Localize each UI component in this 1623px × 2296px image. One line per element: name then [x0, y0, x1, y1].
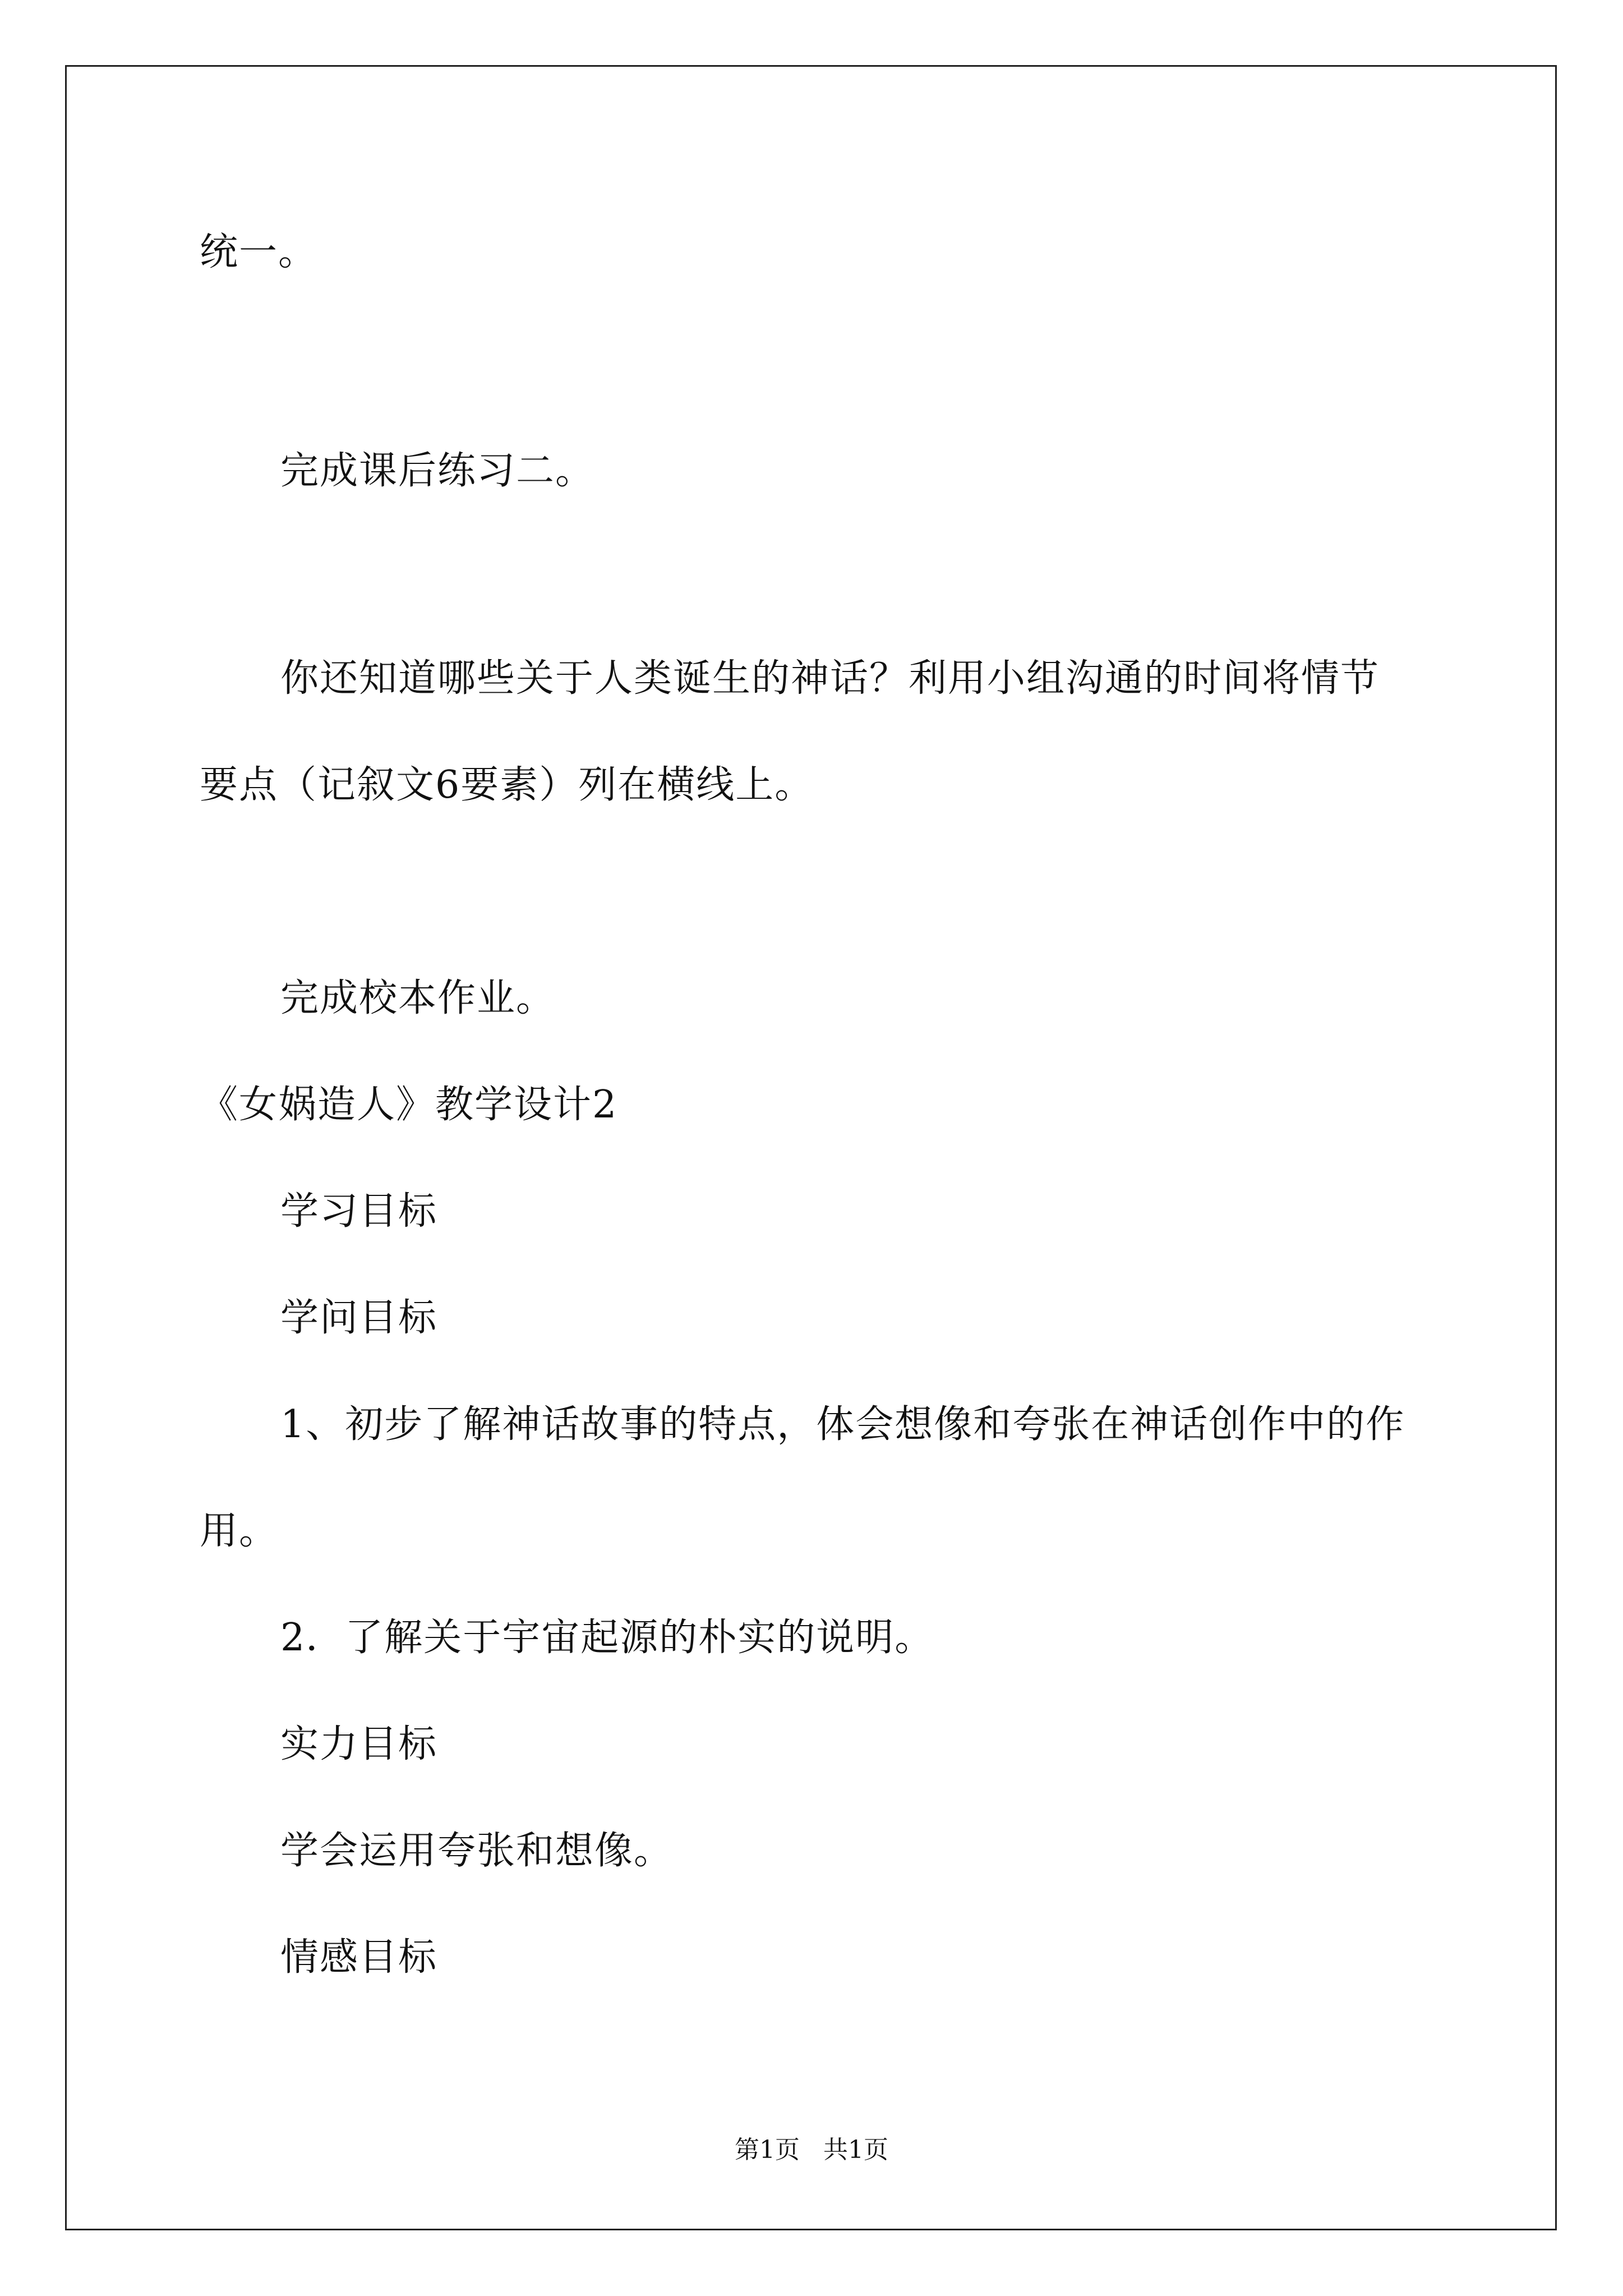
text-line: 1、初步了解神话故事的特点，体会想像和夸张在神话创作中的作 [280, 1402, 1405, 1447]
subheading: 学问目标 [280, 1296, 438, 1340]
text-line: 2．了解关于宇宙起源的朴实的说明。 [280, 1616, 934, 1660]
subheading: 学习目标 [280, 1189, 438, 1234]
page-border [65, 65, 1557, 2230]
subheading: 实力目标 [280, 1722, 438, 1766]
text-line: 完成课后练习二。 [280, 449, 595, 493]
text-line: 要点（记叙文6要素）列在横线上。 [200, 763, 814, 807]
section-heading: 《女娲造人》教学设计2 [200, 1083, 618, 1127]
subheading: 情感目标 [280, 1935, 438, 1980]
text-line: 你还知道哪些关于人类诞生的神话？利用小组沟通的时间将情节 [280, 656, 1380, 701]
page-footer: 第1页 共1页 [735, 2136, 888, 2164]
text-line: 用。 [200, 1509, 279, 1553]
text-line: 学会运用夸张和想像。 [280, 1829, 674, 1873]
text-line: 完成校本作业。 [280, 976, 556, 1020]
text-line: 统一。 [200, 230, 318, 274]
